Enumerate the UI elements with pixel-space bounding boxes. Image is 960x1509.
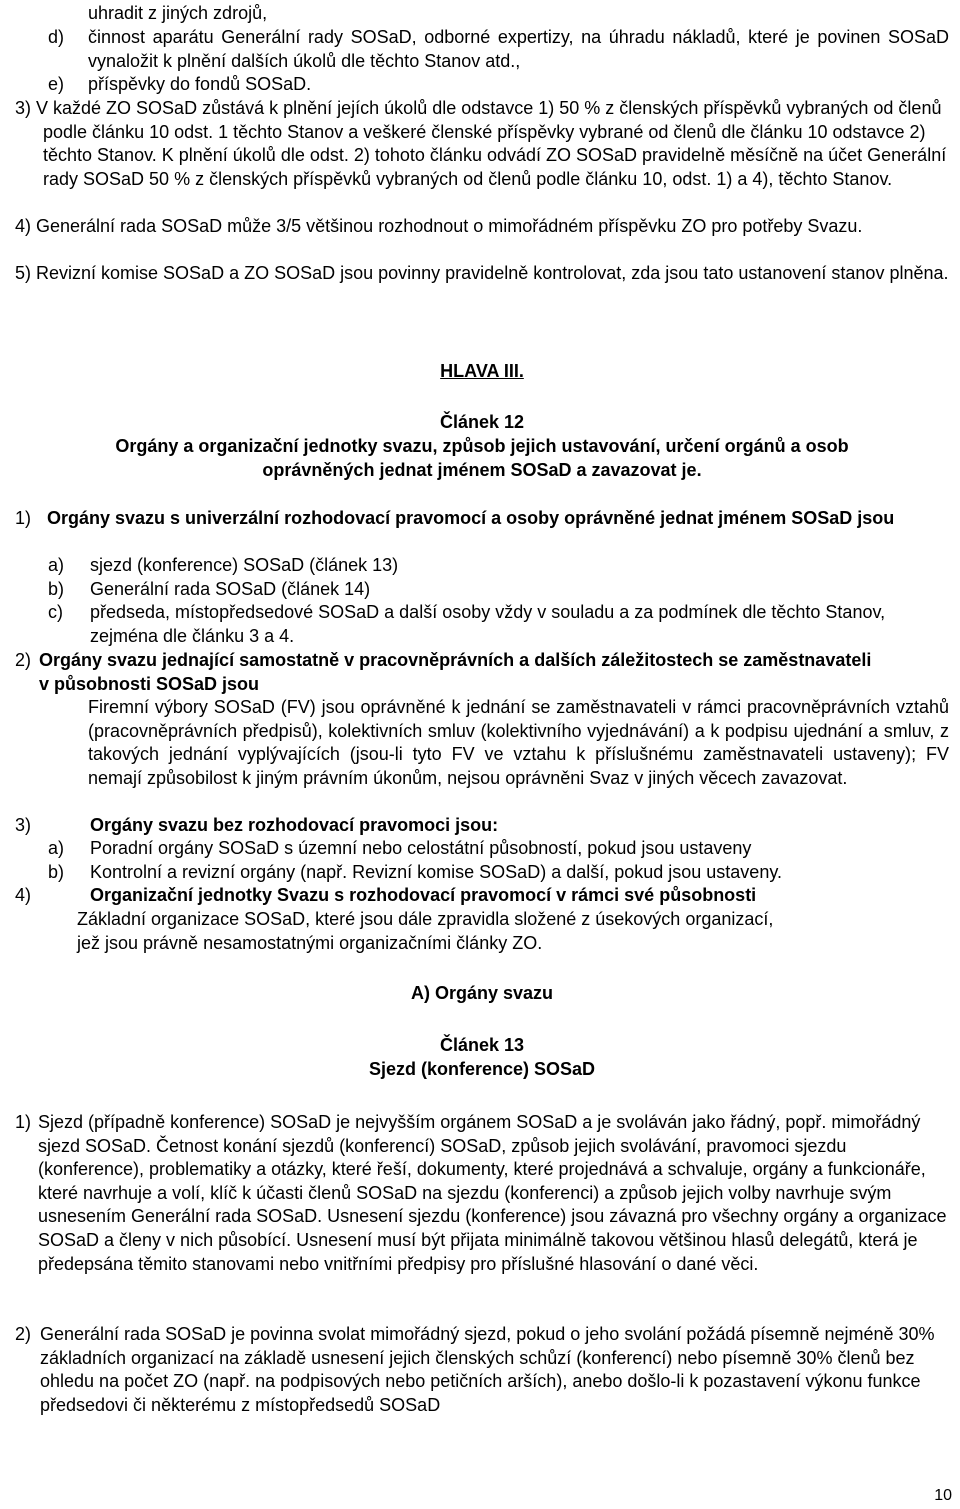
item-text: předseda, místopředsedové SOSaD a další osoby vždy v souladu a za podmínek dle těchto Stanov, zejména dle článku 3 a 4. [90,602,886,646]
section-number: 2) [15,650,32,670]
section-number: 1) [15,508,32,528]
article-12-s2-body: Firemní výbory SOSaD (FV) jsou oprávněné k jednání se zaměstnavateli v rámci pracovněprávních vztahů (pracovněprávních předpisů), kolektivních smluv (kolektivního vyjednávání) a k podpisu ujednání a smluv, z takových jednání vyplývajících (jsou-li tyto FV ve vztahu k příslušnému zaměstnavateli ustaveny); FV nemají způsobilost k jiným právním úkonům, nejsou oprávněni Svaz v jiných věcech zavazovat. [88,697,949,788]
article-12-s1-item-b [48,578,949,602]
article-13-paragraph-1 [15,1111,949,1276]
item-label: c) [48,602,63,622]
section-heading: Organizační jednotky Svazu s rozhodovací pravomocí v rámci své působnosti [90,885,757,905]
list-item-d [48,26,949,73]
article-12-s3-item-a [48,837,949,861]
section-heading: Orgány svazu bez rozhodovací pravomoci jsou: [90,815,499,835]
item-label: a) [48,838,65,858]
item-text: Poradní orgány SOSaD s územní nebo celostátní působností, pokud jsou ustaveny [90,838,752,858]
list-text-e: příspěvky do fondů SOSaD. [88,74,312,94]
article-12-s4-body: Základní organizace SOSaD, které jsou dále zpravidla složené z úsekových organizací, jež jsou právně nesamostatnými organizačními články ZO. [77,909,774,953]
article-12-section-1 [15,507,949,531]
article-13-title: Článek 13 [439,1035,525,1055]
article-13-paragraph-2 [15,1323,949,1417]
article-12-title: Článek 12 [439,412,525,432]
paragraph-text: Generální rada SOSaD je povinna svolat mimořádný sjezd, pokud o jeho svolání požádá písemně nejméně 30% základních organizací na základě usnesení jejich členských schůzí (konferencí) nebo písemně 30% členů bez ohledu na počet ZO (např. na podpisových nebo petičních arších), anebo došlo-li k pozastavení výkonu funkce předsedovi či některému z místopředsedů SOSaD [40,1324,935,1415]
paragraph-number: 2) [15,1324,32,1344]
chapter-heading: HLAVA III. [440,361,524,381]
list-text-d: činnost aparátu Generální rady SOSaD, odborné expertizy, na úhradu nákladů, které je povinen SOSaD vynaložit k plnění dalších úkolů dle těchto Stanov atd., [88,27,949,71]
paragraph-text: Sjezd (případně konference) SOSaD je nejvyšším orgánem SOSaD a je svoláván jako řádný, popř. mimořádný sjezd SOSaD. Četnost konání sjezdů (konferencí) SOSaD, způsob jejich svolávání, pravomoci sjezdu (konference), problematiky a otázky, které řeší, dokumenty, které projednává a schvaluje, orgány a funkcionáře, které navrhuje a volí, klíč k účasti členů SOSaD na sjezdu (konferenci) a způsob jejich volby navrhuje svým usnesením Generální rada SOSaD. Usnesení sjezdu (konference) jsou závazná pro všechny orgány a organizace SOSaD a členy v nich působící. Usnesení musí být přijata minimálně takovou většinou hlasů delegátů, která je předepsána těmito stanovami nebo vnitřními předpisy pro příslušné hlasování o dané věci. [38,1112,947,1274]
item-label: b) [48,862,65,882]
paragraph-5: 5) Revizní komise SOSaD a ZO SOSaD jsou povinny pravidelně kontrolovat, zda jsou tato ustanovení stanov plněna. [15,263,949,283]
article-13-subtitle: Sjezd (konference) SOSaD [368,1059,596,1079]
article-12-s3-item-b [48,861,949,885]
item-label: a) [48,555,65,575]
item-text: sjezd (konference) SOSaD (článek 13) [90,555,399,575]
item-label: b) [48,579,65,599]
section-a-heading: A) Orgány svazu [410,983,554,1003]
article-12-section-2 [15,649,875,696]
section-heading: Orgány svazu s univerzální rozhodovací pravomocí a osoby oprávněné jednat jménem SOSaD jsou [47,508,895,528]
section-number: 4) [15,885,32,905]
article-12-subtitle: Orgány a organizační jednotky svazu, způsob jejich ustavování, určení orgánů a osob oprávněných jednat jménem SOSaD a zavazovat je. [115,436,849,480]
item-text: Generální rada SOSaD (článek 14) [90,579,371,599]
article-12-s1-item-c [48,601,928,648]
list-label-d: d) [48,27,65,47]
article-12-section-4 [15,884,949,908]
section-number: 3) [15,815,32,835]
page-number: 10 [934,1487,952,1504]
item-text: Kontrolní a revizní orgány (např. Revizní komise SOSaD) a další, pokud jsou ustaveny. [90,862,782,882]
article-12-s1-item-a [48,554,949,578]
section-heading: Orgány svazu jednající samostatně v pracovněprávních a dalších záležitostech se zaměstnavateli v působnosti SOSaD jsou [39,650,872,694]
list-label-e: e) [48,74,65,94]
list-continuation: uhradit z jiných zdrojů, [88,3,268,23]
list-item-e [48,73,949,97]
paragraph-4: 4) Generální rada SOSaD může 3/5 většinou rozhodnout o mimořádném příspěvku ZO pro potřeby Svazu. [15,216,863,236]
paragraph-number: 1) [15,1112,32,1132]
article-12-section-3 [15,814,949,838]
paragraph-3: 3) V každé ZO SOSaD zůstává k plnění jejích úkolů dle odstavce 1) 50 % z členských příspěvků vybraných od členů podle článku 10 odst. 1 těchto Stanov a veškeré členské příspěvky vybrané od členů dle článku 10 odstavce 2) těchto Stanov. K plnění úkolů dle odst. 2) tohoto článku odvádí ZO SOSaD pravidelně měsíčně na účet Generální rady SOSaD 50 % z členských příspěvků vybraných od členů podle článku 10, odst. 1) a 4), těchto Stanov. [15,98,947,189]
